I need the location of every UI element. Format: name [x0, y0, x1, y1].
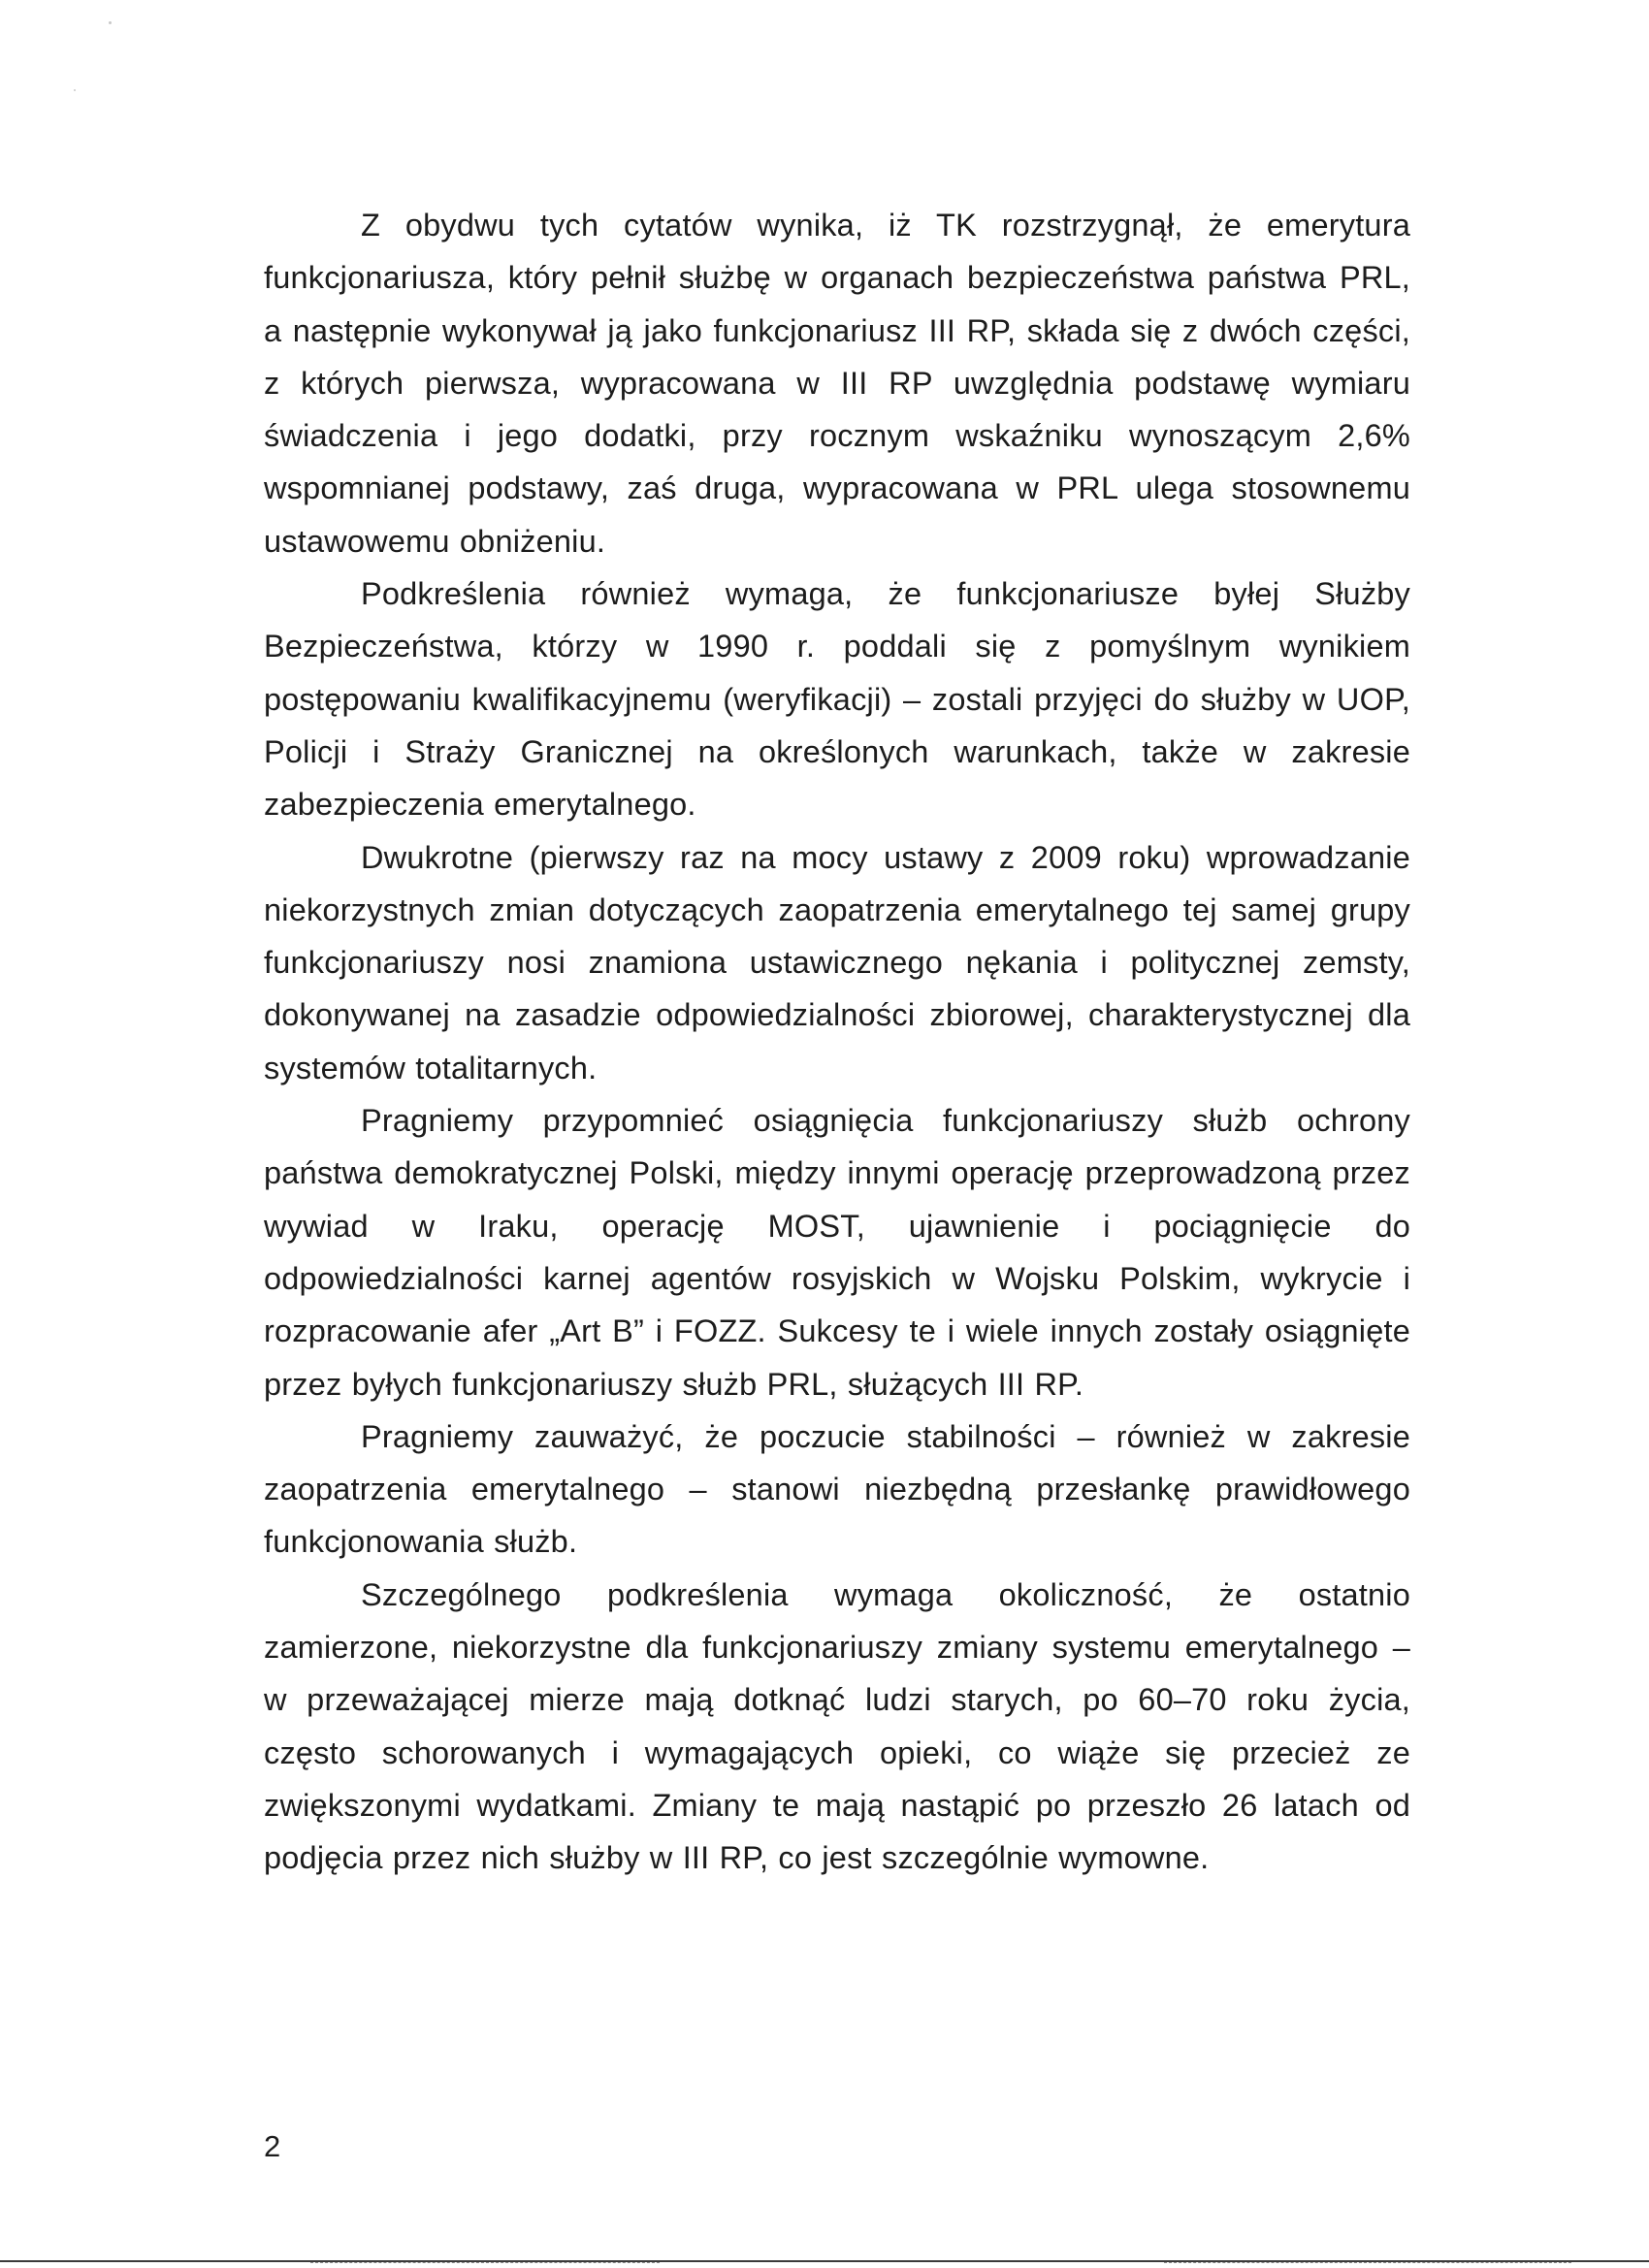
paragraph-verification: Podkreślenia również wymaga, że funkcjonariusze byłej Służby Bezpieczeństwa, którzy w 1990 r. poddali się z pomyślnym wynikiem postępowaniu kwalifikacyjnemu (weryfikacji) – zostali przyjęci do służby w UOP, Policji i Straży Granicznej na określonych warunkach, także w zakresie zabezpieczenia emerytalnego.	[264, 576, 1410, 823]
page-number: 2	[264, 2129, 281, 2163]
scan-edge-dash	[310, 2262, 660, 2263]
scan-edge-dash	[1164, 2262, 1571, 2263]
paragraph-repeated-changes: Dwukrotne (pierwszy raz na mocy ustawy z 2009 roku) wprowadzanie niekorzystnych zmian dotyczących zaopatrzenia emerytalnego tej samej grupy funkcjonariuszy nosi znamiona ustawicznego nękania i politycznej zemsty, dokonywanej na zasadzie odpowiedzialności zbiorowej, charakterystycznej dla systemów totalitarnych.	[264, 839, 1410, 1085]
paragraph-elderly: Szczególnego podkreślenia wymaga okoliczność, że ostatnio zamierzone, niekorzystne dla funkcjonariuszy zmiany systemu emerytalnego – w przeważającej mierze mają dotknąć ludzi starych, po 60–70 roku życia, często schorowanych i wymagających opieki, co wiąże się przecież ze zwiększonymi wydatkami. Zmiany te mają nastąpić po przeszło 26 latach od podjęcia przez nich służby w III RP, co jest szczególnie wymowne.	[264, 1576, 1410, 1876]
paragraph-achievements: Pragniemy przypomnieć osiągnięcia funkcjonariuszy służb ochrony państwa demokratycznej Polski, między innymi operację przeprowadzoną przez wywiad w Iraku, operację MOST, ujawnienie i pociągnięcie do odpowiedzialności karnej agentów rosyjskich w Wojsku Polskim, wykrycie i rozpracowanie afer „Art B” i FOZZ. Sukcesy te i wiele innych zostały osiągnięte przez byłych funkcjonariuszy służb PRL, służących III RP.	[264, 1103, 1410, 1402]
paragraph-tk-ruling: Z obydwu tych cytatów wynika, iż TK rozstrzygnął, że emerytura funkcjonariusza, który pełnił służbę w organach bezpieczeństwa państwa PRL, a następnie wykonywał ją jako funkcjonariusz III RP, składa się z dwóch części, z których pierwsza, wypracowana w III RP uwzględnia podstawę wymiaru świadczenia i jego dodatki, przy rocznym wskaźniku wynoszącym 2,6% wspomnianej podstawy, zaś druga, wypracowana w PRL ulega stosownemu ustawowemu obniżeniu.	[264, 208, 1410, 559]
body-text	[264, 199, 1410, 1885]
paragraph-stability: Pragniemy zauważyć, że poczucie stabilności – również w zakresie zaopatrzenia emerytalnego – stanowi niezbędną przesłankę prawidłowego funkcjonowania służb.	[264, 1418, 1410, 1560]
scan-speck	[109, 21, 112, 24]
scan-speck	[74, 89, 76, 91]
